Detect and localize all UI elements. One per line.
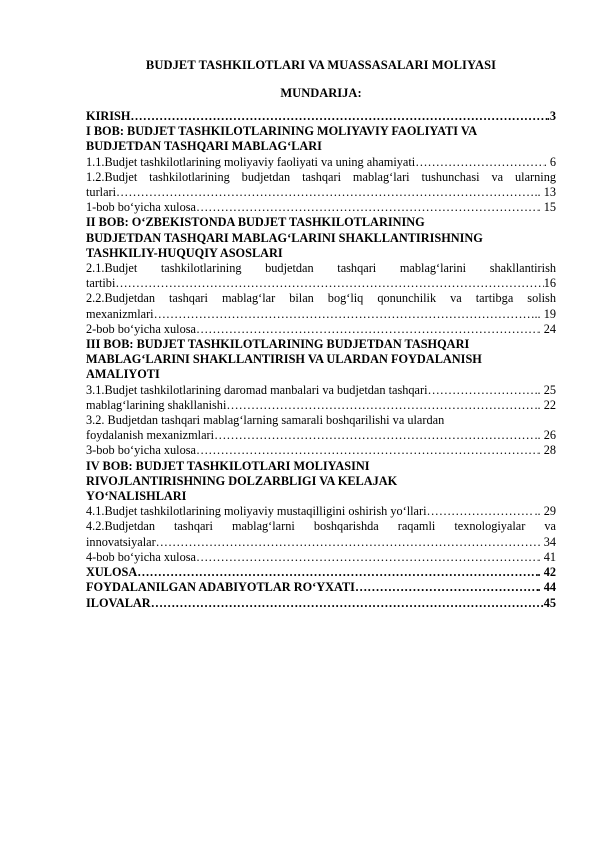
toc-chapter-3-heading[interactable]: III BOB: BUDJET TASHKILOTLARINING BUDJETDAN TASHQARI	[86, 337, 470, 352]
toc-chapter-2-heading[interactable]: II BOB: O‘ZBEKISTONDA BUDJET TASHKILOTLARINING	[86, 215, 425, 230]
toc-chapter-4-heading-cont2[interactable]: YO‘NALISHLARI	[86, 489, 187, 504]
toc-entry-3-1-cont[interactable]	[86, 398, 556, 413]
toc-chapter-3-heading-cont2[interactable]: AMALIYOTI	[86, 367, 160, 382]
toc-entry-page: 16	[543, 276, 556, 291]
toc-entry-label: 1.1.Budjet tashkilotlarining moliyaviy faoliyati va uning ahamiyati	[86, 154, 416, 169]
toc-entry-page: . 24	[537, 321, 556, 336]
toc-entry-label: XULOSA	[86, 565, 138, 580]
toc-entry-2-2[interactable]	[86, 307, 556, 322]
toc-entry-label: innovatsiyalar	[86, 534, 156, 549]
toc-entry-page: . 6	[543, 154, 556, 169]
toc-entry-label: KIRISH	[86, 109, 131, 123]
toc-entry-2-xulosa[interactable]	[86, 322, 556, 337]
table-of-contents	[86, 109, 556, 611]
toc-entry-page: .. 13	[534, 185, 556, 200]
toc-entry-page: .. 19	[534, 306, 556, 321]
toc-entry-label: 3-bob bo‘yicha xulosa	[86, 443, 196, 458]
toc-title: MUNDARIJA:	[280, 86, 362, 100]
toc-entry-label: 2-bob bo‘yicha xulosa	[86, 321, 196, 336]
toc-entry-page: .. 29	[534, 504, 556, 519]
toc-entry-label: turlari	[86, 185, 117, 200]
toc-entry-page: . 34	[537, 534, 556, 549]
toc-chapter-4-heading[interactable]: IV BOB: BUDJET TASHKILOTLARI MOLIYASINI	[86, 458, 370, 473]
toc-entry-page: . 41	[537, 549, 556, 564]
toc-entry-1-xulosa[interactable]	[86, 200, 556, 215]
toc-entry-3-xulosa[interactable]	[86, 443, 556, 458]
toc-entry-label: 3.1.Budjet tashkilotlarining daromad manbalari va budjetdan tashqari	[86, 382, 428, 397]
toc-entry-4-xulosa[interactable]	[86, 550, 556, 565]
toc-entry-label: 1-bob bo‘yicha xulosa	[86, 200, 196, 215]
toc-entry-label: foydalanish mexanizmlari	[86, 428, 215, 443]
toc-entry-label: mablag‘larining shakllanishi	[86, 397, 227, 412]
toc-entry-label: 4.1.Budjet tashkilotlarining moliyaviy mustaqilligini oshirish yo‘llari	[86, 504, 427, 519]
toc-entry-kirish[interactable]	[86, 109, 556, 124]
toc-entry-label: tartibi	[86, 276, 116, 291]
toc-entry-xulosa[interactable]	[86, 565, 556, 580]
toc-entry-page: .3	[546, 109, 556, 123]
toc-entry-1-1[interactable]	[86, 155, 556, 170]
toc-entry-4-1[interactable]	[86, 504, 556, 519]
toc-entry-page: .45	[540, 595, 556, 610]
toc-entry-3-2-line[interactable]: 3.2. Budjetdan tashqari mablag‘larning samarali boshqarilishi va ulardan	[86, 413, 445, 428]
toc-chapter-3-heading-cont[interactable]: MABLAG‘LARINI SHAKLLANTIRISH VA ULARDAN FOYDALANISH	[86, 352, 482, 367]
document-title: BUDJET TASHKILOTLARI VA MUASSASALARI MOLIYASI	[145, 58, 497, 72]
toc-entry-page: . 42	[537, 565, 556, 580]
toc-entry-3-1[interactable]	[86, 383, 556, 398]
toc-chapter-1-heading-cont[interactable]: BUDJETDAN TASHQARI MABLAG‘LARI	[86, 139, 322, 154]
toc-entry-adabiyotlar[interactable]	[86, 580, 556, 595]
toc-entry-page: . 15	[537, 200, 556, 215]
toc-entry-3-2[interactable]	[86, 428, 556, 443]
toc-entry-page: . 25	[537, 382, 556, 397]
toc-entry-label: 4-bob bo‘yicha xulosa	[86, 549, 196, 564]
toc-entry-ilovalar[interactable]	[86, 596, 556, 611]
toc-chapter-2-heading-cont[interactable]: BUDJETDAN TASHQARI MABLAG‘LARINI SHAKLLANTIRISHNING	[86, 230, 483, 245]
toc-entry-4-2[interactable]	[86, 535, 556, 550]
toc-entry-2-1-line[interactable]: 2.1.Budjet tashkilotlarining budjetdan tashqari mablag‘larini shakllantirish	[86, 261, 556, 276]
toc-entry-4-2-line[interactable]: 4.2.Budjetdan tashqari mablag‘larni boshqarishda raqamli texnologiyalar va	[86, 519, 556, 534]
toc-entry-label: FOYDALANILGAN ADABIYOTLAR RO‘YXATI	[86, 580, 355, 595]
toc-chapter-2-heading-cont2[interactable]: TASHKILIY-HUQUQIY ASOSLARI	[86, 245, 283, 260]
toc-entry-page: .. 26	[534, 428, 556, 443]
toc-entry-label: ILOVALAR	[86, 595, 151, 610]
toc-entry-label: mexanizmlari	[86, 306, 154, 321]
toc-entry-2-1[interactable]	[86, 276, 556, 291]
toc-chapter-1-heading[interactable]: I BOB: BUDJET TASHKILOTLARINING MOLIYAVIY FAOLIYATI VA	[86, 124, 478, 139]
toc-entry-2-2-line[interactable]: 2.2.Budjetdan tashqari mablag‘lar bilan bog‘liq qonunchilik va tartibga solish	[86, 291, 556, 306]
toc-entry-1-2-line[interactable]: 1.2.Budjet tashkilotlarining budjetdan tashqari mablag‘lari tushunchasi va ularning	[86, 169, 556, 184]
toc-entry-page: .. 22	[534, 397, 556, 412]
toc-chapter-4-heading-cont[interactable]: RIVOJLANTIRISHNING DOLZARBLIGI VA KELAJAK	[86, 473, 398, 488]
toc-entry-page: . 44	[537, 580, 556, 595]
toc-entry-1-2[interactable]	[86, 185, 556, 200]
toc-entry-page: . 28	[537, 443, 556, 458]
